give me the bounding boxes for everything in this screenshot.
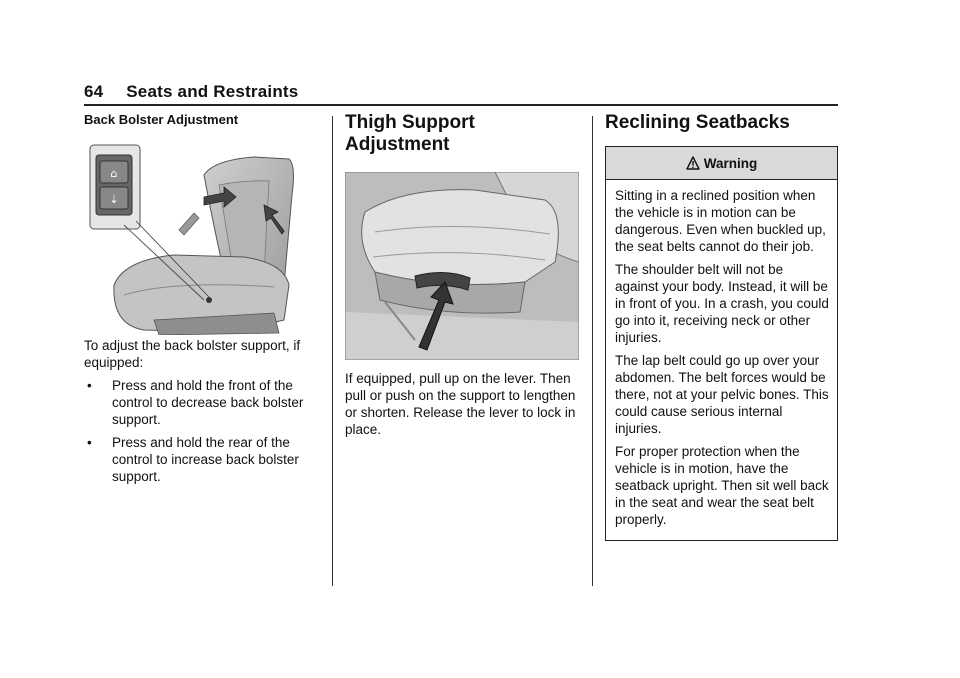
warning-header [606, 147, 837, 180]
column-divider-2 [592, 116, 593, 586]
warning-box [605, 146, 838, 541]
warning-triangle-icon [686, 156, 700, 170]
svg-text:⇣: ⇣ [109, 193, 119, 206]
bullet-text: Press and hold the front of the control to decrease back bolster support. [112, 378, 304, 427]
thigh-support-body: If equipped, pull up on the lever. Then pull or push on the support to lengthen or shorten. Release the lever to lock in place. [345, 371, 576, 437]
list-item [84, 434, 318, 485]
column-divider-1 [332, 116, 333, 586]
column-reclining-seatbacks [605, 110, 839, 541]
thigh-support-heading: Thigh Support Adjustment [345, 112, 475, 155]
bullet-marker: • [87, 378, 92, 393]
thigh-support-illustration [345, 172, 579, 360]
svg-text:⌂: ⌂ [110, 167, 118, 180]
section-title: Seats and Restraints [126, 82, 299, 101]
warning-paragraph: The lap belt could go up over your abdomen. The belt forces would be there, not at your pelvic bones. This could cause serious internal injuries. [615, 353, 829, 436]
back-bolster-intro: To adjust the back bolster support, if equipped: [84, 338, 301, 370]
warning-body [606, 180, 837, 540]
warning-title: Warning [703, 155, 758, 171]
list-item [84, 377, 318, 428]
page-number: 64 [84, 82, 104, 101]
header-rule [84, 104, 838, 106]
bullet-marker: • [87, 435, 92, 450]
reclining-heading: Reclining Seatbacks [605, 112, 790, 133]
warning-paragraph: Sitting in a reclined position when the vehicle is in motion can be dangerous. Even when buckled up, the seat belts cannot do their job. [615, 188, 826, 254]
warning-paragraph: For proper protection when the vehicle is in motion, have the seatback upright. Then sit well back in the seat and wear the seat belt properly. [615, 444, 829, 527]
warning-paragraph: The shoulder belt will not be against your body. Instead, it will be in front of you. In a crash, you could go into it, receiving neck or other injuries. [615, 262, 829, 345]
back-bolster-illustration [84, 135, 318, 335]
column-back-bolster [84, 110, 318, 485]
back-bolster-heading: Back Bolster Adjustment [84, 112, 239, 127]
running-header [84, 82, 298, 102]
column-thigh-support [345, 110, 579, 438]
bullet-text: Press and hold the rear of the control to increase back bolster support. [112, 435, 299, 484]
